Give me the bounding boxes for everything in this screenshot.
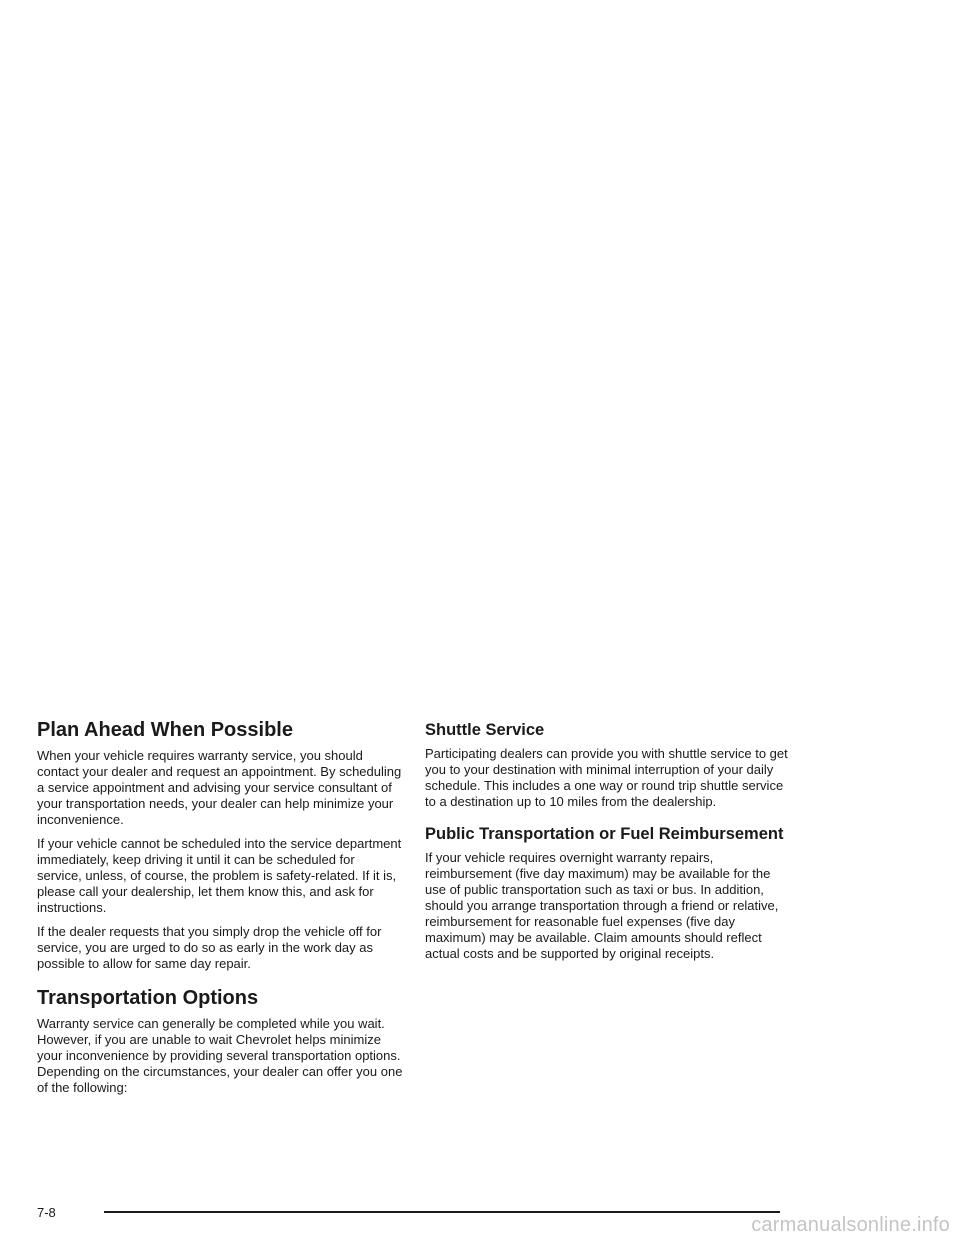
watermark: carmanualsonline.info (751, 1214, 950, 1236)
heading-plan-ahead: Plan Ahead When Possible (37, 719, 293, 741)
footer-divider (104, 1211, 780, 1213)
heading-shuttle-service: Shuttle Service (425, 721, 545, 739)
section-transportation-options (37, 986, 403, 1096)
section-shuttle-service (425, 720, 791, 810)
paragraph-plan-ahead-2: If your vehicle cannot be scheduled into the service department immediately, keep driving it until it can be scheduled for service, unless, of course, the problem is safety-related. If it is, please call your dealership, let them know this, and ask for instructions. (37, 836, 402, 915)
left-column (37, 718, 403, 1104)
paragraph-shuttle-service-1: Participating dealers can provide you with shuttle service to get you to your destination with minimal interruption of your daily schedule. This includes a one way or round trip shuttle service to a destination up to 10 miles from the dealership. (425, 746, 788, 809)
heading-transportation-options: Transportation Options (37, 987, 259, 1009)
paragraph-plan-ahead-1: When your vehicle requires warranty service, you should contact your dealer and request an appointment. By scheduling a service appointment and advising your service consultant of your transportation needs, your dealer can help minimize your inconvenience. (37, 748, 402, 827)
paragraph-plan-ahead-3: If the dealer requests that you simply drop the vehicle off for service, you are urged to do so as early in the work day as possible to allow for same day repair. (37, 924, 382, 971)
heading-public-transportation: Public Transportation or Fuel Reimbursement (425, 825, 784, 843)
paragraph-public-transportation-1: If your vehicle requires overnight warranty repairs, reimbursement (five day maximum) may be available for the use of public transportation such as taxi or bus. In addition, should you arrange transportation through a friend or relative, reimbursement for reasonable fuel expenses (five day maximum) may be available. Claim amounts should reflect actual costs and be supported by original receipts. (425, 850, 779, 961)
section-plan-ahead (37, 718, 403, 972)
right-column (425, 718, 791, 970)
paragraph-transportation-options-1: Warranty service can generally be completed while you wait. However, if you are unable to wait Chevrolet helps minimize your inconvenience by providing several transportation options. Depending on the circumstances, your dealer can offer you one of the following: (37, 1016, 403, 1095)
section-public-transportation (425, 824, 791, 962)
page-number: 7-8 (37, 1205, 56, 1220)
